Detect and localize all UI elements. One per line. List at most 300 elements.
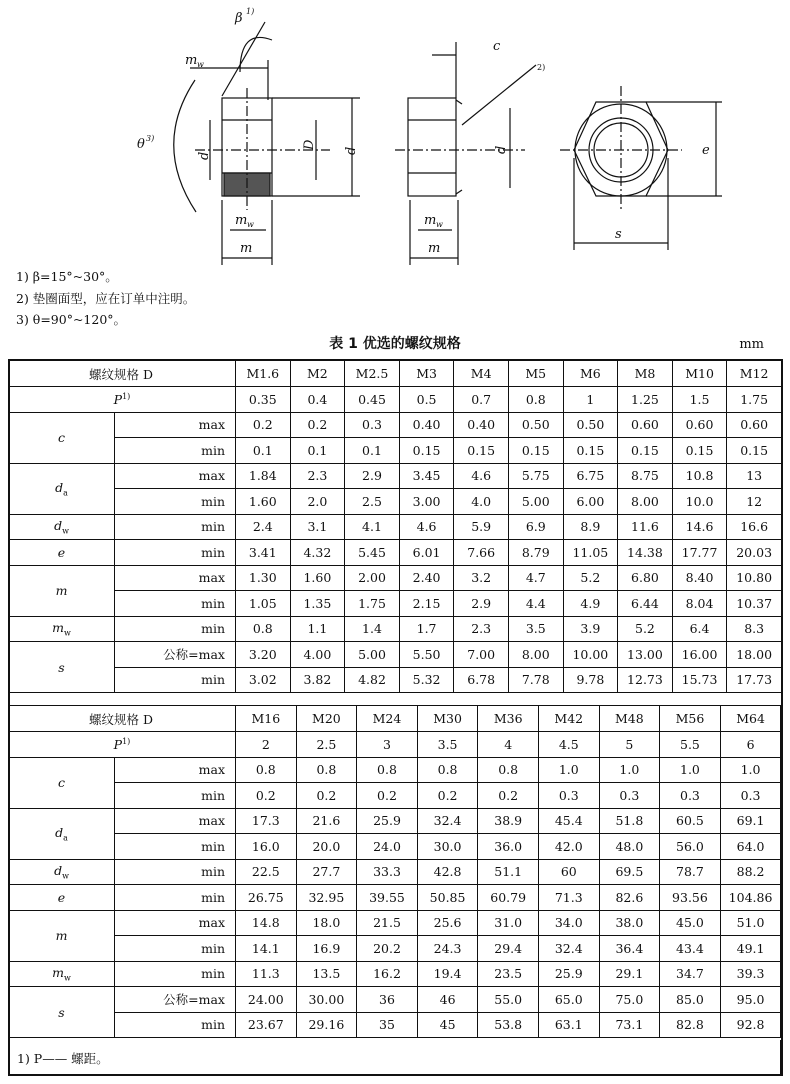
- dw-cell: 22.5: [236, 859, 297, 885]
- pitch-symbol: P: [113, 736, 123, 752]
- s-min-cell: 7.78: [508, 667, 563, 693]
- m-min-cell: 8.04: [672, 591, 727, 617]
- da-min-cell: 36.0: [478, 834, 539, 860]
- dw-row: [9, 859, 781, 885]
- e-symbol: e: [57, 544, 66, 560]
- pitch-footnote: 1) P—— 螺距。: [17, 1051, 109, 1066]
- da-max-cell: 13: [727, 463, 782, 489]
- washer-footnote-ref: 2): [537, 63, 546, 72]
- dw-cell: 4.6: [399, 514, 454, 540]
- mw-cell: 25.9: [538, 961, 599, 987]
- s-max-cell: 24.00: [236, 987, 297, 1013]
- m-min-cell: 10.37: [727, 591, 782, 617]
- size-header-row: [9, 706, 781, 732]
- da-max-cell: 8.75: [618, 463, 673, 489]
- da-max-cell: 2.9: [345, 463, 400, 489]
- da-max-row: [9, 808, 781, 834]
- m-min-cell: 32.4: [538, 936, 599, 962]
- da-max-cell: 6.75: [563, 463, 618, 489]
- e-label: e: [702, 143, 710, 158]
- mw-subscript: w: [64, 973, 71, 983]
- da-label: [9, 463, 115, 514]
- m-max-cell: 2.40: [399, 565, 454, 591]
- da-max-cell: 10.8: [672, 463, 727, 489]
- c-min-cell: 0.1: [290, 438, 345, 464]
- da-min-cell: 42.0: [538, 834, 599, 860]
- m-min-cell: 1.05: [236, 591, 291, 617]
- pitch-label: [9, 387, 236, 413]
- da-max-cell: 17.3: [236, 808, 297, 834]
- mw-cell: 1.4: [345, 616, 400, 642]
- pitch-cell: 0.7: [454, 387, 509, 413]
- dw-cell: 5.9: [454, 514, 509, 540]
- m-max-cell: 1.30: [236, 565, 291, 591]
- da-max-cell: 25.9: [357, 808, 418, 834]
- e-cell: 104.86: [720, 885, 781, 911]
- da-max-cell: 4.6: [454, 463, 509, 489]
- mw-qualifier: min: [115, 616, 236, 642]
- s-max-cell: 18.00: [727, 642, 782, 668]
- c-max-cell: 1.0: [660, 757, 721, 783]
- pitch-cell: 5: [599, 732, 660, 758]
- pitch-cell: 1.25: [618, 387, 673, 413]
- size-header-text: 螺纹规格 D: [89, 711, 153, 727]
- m-max-cell: 4.7: [508, 565, 563, 591]
- pitch-cell: 0.45: [345, 387, 400, 413]
- dw-cell: 27.7: [296, 859, 357, 885]
- size-cell: M3: [399, 360, 454, 387]
- thread-spec-table-2: [8, 705, 781, 1038]
- D-label: D: [302, 139, 317, 150]
- s-symbol: s: [58, 1004, 65, 1020]
- m-max-cell: 10.80: [727, 565, 782, 591]
- da-label: [9, 808, 115, 859]
- pitch-cell: 0.4: [290, 387, 345, 413]
- c-max-cell: 0.2: [290, 412, 345, 438]
- c-label: [9, 757, 115, 808]
- s-max-qualifier: 公称=max: [115, 642, 236, 668]
- e-row: [9, 885, 781, 911]
- dw-view2-label: d: [494, 145, 509, 154]
- dw-subscript: w: [62, 526, 69, 536]
- c-label: c: [493, 39, 501, 54]
- pitch-cell: 1.5: [672, 387, 727, 413]
- m-min-cell: 2.15: [399, 591, 454, 617]
- s-max-row: [9, 987, 781, 1013]
- e-qualifier: min: [115, 540, 236, 566]
- m-max-cell: 3.2: [454, 565, 509, 591]
- m-max-cell: 5.2: [563, 565, 618, 591]
- mw-cell: 29.1: [599, 961, 660, 987]
- dw-cell: 2.4: [236, 514, 291, 540]
- dw-cell: 14.6: [672, 514, 727, 540]
- s-label: [9, 987, 115, 1038]
- dw-symbol: d: [54, 518, 63, 533]
- s-max-cell: 7.00: [454, 642, 509, 668]
- mw-cell: 8.3: [727, 616, 782, 642]
- da-min-cell: 2.0: [290, 489, 345, 515]
- c-max-qualifier: max: [115, 412, 236, 438]
- s-max-cell: 8.00: [508, 642, 563, 668]
- s-min-cell: 82.8: [660, 1012, 721, 1038]
- size-header-row: [9, 360, 782, 387]
- da-min-cell: 4.0: [454, 489, 509, 515]
- size-header-label: [9, 360, 236, 387]
- c-symbol: c: [57, 775, 65, 790]
- dw-label: [9, 859, 115, 885]
- beta-label: β: [235, 11, 243, 26]
- size-cell: M5: [508, 360, 563, 387]
- mw-cell: 39.3: [720, 961, 781, 987]
- da-min-cell: 30.0: [417, 834, 478, 860]
- size-cell: M8: [618, 360, 673, 387]
- pitch-cell: 3: [357, 732, 418, 758]
- da-min-cell: 6.00: [563, 489, 618, 515]
- m-max-cell: 38.0: [599, 910, 660, 936]
- da-min-cell: 5.00: [508, 489, 563, 515]
- c-max-cell: 0.2: [236, 412, 291, 438]
- s-min-cell: 17.73: [727, 667, 782, 693]
- c-label: [9, 412, 115, 463]
- c-min-cell: 0.1: [345, 438, 400, 464]
- dw-cell: 33.3: [357, 859, 418, 885]
- mw-cell: 34.7: [660, 961, 721, 987]
- mw-view2-sub: w: [436, 220, 443, 229]
- da-min-qualifier: min: [115, 489, 236, 515]
- size-cell: M20: [296, 706, 357, 732]
- s-min-cell: 15.73: [672, 667, 727, 693]
- s-max-cell: 3.20: [236, 642, 291, 668]
- s-max-cell: 5.50: [399, 642, 454, 668]
- s-min-cell: 4.82: [345, 667, 400, 693]
- s-min-cell: 6.78: [454, 667, 509, 693]
- c-min-cell: 0.2: [478, 783, 539, 809]
- pitch-cell: 2.5: [296, 732, 357, 758]
- s-min-qualifier: min: [115, 1012, 236, 1038]
- pitch-cell: 0.8: [508, 387, 563, 413]
- nut-side-section-view: [174, 22, 360, 265]
- pitch-footnote-ref: 1): [122, 391, 131, 401]
- mw-cell: 13.5: [296, 961, 357, 987]
- s-min-qualifier: min: [115, 667, 236, 693]
- s-max-cell: 46: [417, 987, 478, 1013]
- da-max-cell: 3.45: [399, 463, 454, 489]
- mw-view2-label: m: [424, 213, 437, 228]
- e-cell: 11.05: [563, 540, 618, 566]
- s-max-cell: 36: [357, 987, 418, 1013]
- s-min-cell: 63.1: [538, 1012, 599, 1038]
- size-cell: M36: [478, 706, 539, 732]
- size-cell: M48: [599, 706, 660, 732]
- note-theta: 3) θ=90°~120°。: [16, 312, 127, 327]
- size-header-text: 螺纹规格 D: [89, 366, 153, 382]
- size-cell: M1.6: [236, 360, 291, 387]
- pitch-symbol: P: [113, 391, 123, 407]
- figure-notes: [16, 266, 195, 331]
- c-min-cell: 0.15: [618, 438, 673, 464]
- m-min-qualifier: min: [115, 591, 236, 617]
- e-cell: 14.38: [618, 540, 673, 566]
- m-min-qualifier: min: [115, 936, 236, 962]
- dw-qualifier: min: [115, 514, 236, 540]
- s-min-cell: 12.73: [618, 667, 673, 693]
- s-max-cell: 95.0: [720, 987, 781, 1013]
- c-min-row: [9, 438, 782, 464]
- s-min-cell: 3.82: [290, 667, 345, 693]
- pitch-cell: 4.5: [538, 732, 599, 758]
- mw-symbol: m: [52, 965, 64, 980]
- s-max-cell: 13.00: [618, 642, 673, 668]
- s-min-cell: 3.02: [236, 667, 291, 693]
- c-max-cell: 0.8: [478, 757, 539, 783]
- e-cell: 60.79: [478, 885, 539, 911]
- size-cell: M56: [660, 706, 721, 732]
- m-max-qualifier: max: [115, 565, 236, 591]
- da-subscript: a: [63, 833, 68, 843]
- s-symbol: s: [58, 659, 65, 675]
- dw-cell: 60: [538, 859, 599, 885]
- da-symbol: d: [55, 479, 64, 495]
- da-min-cell: 12: [727, 489, 782, 515]
- s-max-qualifier: 公称=max: [115, 987, 236, 1013]
- size-header-label: [9, 706, 236, 732]
- pitch-cell: 0.35: [236, 387, 291, 413]
- pitch-cell: 0.5: [399, 387, 454, 413]
- e-label: [9, 885, 115, 911]
- c-min-cell: 0.15: [454, 438, 509, 464]
- m-symbol: m: [55, 583, 68, 598]
- dw-qualifier: min: [115, 859, 236, 885]
- da-min-cell: 10.0: [672, 489, 727, 515]
- size-cell: M10: [672, 360, 727, 387]
- e-qualifier: min: [115, 885, 236, 911]
- pitch-cell: 4: [478, 732, 539, 758]
- mw-symbol: m: [52, 620, 64, 635]
- m-min-cell: 49.1: [720, 936, 781, 962]
- c-max-cell: 0.8: [417, 757, 478, 783]
- dw-cell: 3.1: [290, 514, 345, 540]
- pitch-cell: 1.75: [727, 387, 782, 413]
- da-min-cell: 16.0: [236, 834, 297, 860]
- s-max-row: [9, 642, 782, 668]
- m-min-cell: 4.4: [508, 591, 563, 617]
- e-cell: 3.41: [236, 540, 291, 566]
- pitch-cell: 5.5: [660, 732, 721, 758]
- dw-cell: 6.9: [508, 514, 563, 540]
- m-max-cell: 6.80: [618, 565, 673, 591]
- c-min-cell: 0.3: [720, 783, 781, 809]
- c-min-cell: 0.15: [508, 438, 563, 464]
- mw-cell: 19.4: [417, 961, 478, 987]
- dw-row: [9, 514, 782, 540]
- pitch-cell: 2: [236, 732, 297, 758]
- s-min-cell: 45: [417, 1012, 478, 1038]
- mw-cell: 2.3: [454, 616, 509, 642]
- m-min-cell: 24.3: [417, 936, 478, 962]
- m-label: [9, 565, 115, 616]
- c-max-cell: 0.40: [399, 412, 454, 438]
- mw-subscript: w: [64, 628, 71, 638]
- mw-row: [9, 616, 782, 642]
- mw-row: [9, 961, 781, 987]
- dw-label: d: [344, 146, 359, 155]
- c-min-qualifier: min: [115, 438, 236, 464]
- mw-label: [9, 616, 115, 642]
- size-cell: M2.5: [345, 360, 400, 387]
- da-max-qualifier: max: [115, 463, 236, 489]
- pitch-footnote-ref: 1): [122, 736, 131, 746]
- pitch-cell: 3.5: [417, 732, 478, 758]
- m-min-row: [9, 591, 782, 617]
- size-cell: M12: [727, 360, 782, 387]
- m-max-cell: 14.8: [236, 910, 297, 936]
- dw-cell: 16.6: [727, 514, 782, 540]
- dw-cell: 69.5: [599, 859, 660, 885]
- da-max-row: [9, 463, 782, 489]
- m-min-cell: 2.9: [454, 591, 509, 617]
- s-max-cell: 16.00: [672, 642, 727, 668]
- da-min-row: [9, 489, 782, 515]
- c-min-cell: 0.2: [296, 783, 357, 809]
- size-cell: M2: [290, 360, 345, 387]
- mw-cell: 16.2: [357, 961, 418, 987]
- mw-cell: 3.5: [508, 616, 563, 642]
- da-max-cell: 1.84: [236, 463, 291, 489]
- mw-top-sub: w: [197, 60, 204, 69]
- m-min-cell: 16.9: [296, 936, 357, 962]
- size-cell: M4: [454, 360, 509, 387]
- mw-cell: 1.1: [290, 616, 345, 642]
- nut-drawing: [0, 0, 790, 270]
- m-min-cell: 36.4: [599, 936, 660, 962]
- note-beta: 1) β=15°~30°。: [16, 269, 118, 284]
- e-cell: 82.6: [599, 885, 660, 911]
- c-max-cell: 0.8: [357, 757, 418, 783]
- c-max-qualifier: max: [115, 757, 236, 783]
- e-cell: 17.77: [672, 540, 727, 566]
- s-max-cell: 75.0: [599, 987, 660, 1013]
- pitch-row: [9, 732, 781, 758]
- pitch-cell: 6: [720, 732, 781, 758]
- mw-label: [9, 961, 115, 987]
- c-max-cell: 0.60: [672, 412, 727, 438]
- e-cell: 93.56: [660, 885, 721, 911]
- c-max-cell: 0.40: [454, 412, 509, 438]
- da-min-cell: 8.00: [618, 489, 673, 515]
- table-footnote: [8, 1040, 781, 1075]
- s-min-row: [9, 667, 782, 693]
- da-max-cell: 45.4: [538, 808, 599, 834]
- e-cell: 26.75: [236, 885, 297, 911]
- s-min-cell: 53.8: [478, 1012, 539, 1038]
- da-max-cell: 32.4: [417, 808, 478, 834]
- pitch-row: [9, 387, 782, 413]
- size-cell: M16: [236, 706, 297, 732]
- beta-footnote-ref: 1): [246, 7, 255, 16]
- c-max-cell: 0.8: [236, 757, 297, 783]
- c-max-row: [9, 757, 781, 783]
- e-cell: 71.3: [538, 885, 599, 911]
- mw-top-label: m: [185, 53, 198, 68]
- dw-symbol: d: [54, 863, 63, 878]
- c-symbol: c: [57, 430, 65, 445]
- da-min-cell: 20.0: [296, 834, 357, 860]
- nut-top-view: [560, 86, 722, 250]
- m-max-row: [9, 910, 781, 936]
- c-min-cell: 0.15: [563, 438, 618, 464]
- e-symbol: e: [57, 889, 66, 905]
- c-max-cell: 0.60: [727, 412, 782, 438]
- e-cell: 39.55: [357, 885, 418, 911]
- mw-cell: 3.9: [563, 616, 618, 642]
- s-max-cell: 4.00: [290, 642, 345, 668]
- c-min-cell: 0.2: [417, 783, 478, 809]
- nut-side-view: [395, 42, 536, 265]
- size-cell: M64: [720, 706, 781, 732]
- da-min-cell: 56.0: [660, 834, 721, 860]
- mw-cell: 11.3: [236, 961, 297, 987]
- size-cell: M42: [538, 706, 599, 732]
- s-min-cell: 23.67: [236, 1012, 297, 1038]
- m-max-cell: 45.0: [660, 910, 721, 936]
- da-label: d: [197, 151, 212, 160]
- c-max-cell: 1.0: [599, 757, 660, 783]
- size-cell: M30: [417, 706, 478, 732]
- dw-cell: 4.1: [345, 514, 400, 540]
- mw-qualifier: min: [115, 961, 236, 987]
- s-min-row: [9, 1012, 781, 1038]
- da-max-cell: 60.5: [660, 808, 721, 834]
- dw-cell: 88.2: [720, 859, 781, 885]
- dw-label: [9, 514, 115, 540]
- c-min-cell: 0.1: [236, 438, 291, 464]
- e-cell: 7.66: [454, 540, 509, 566]
- mw-cell: 0.8: [236, 616, 291, 642]
- c-min-cell: 0.15: [399, 438, 454, 464]
- c-min-row: [9, 783, 781, 809]
- m-max-qualifier: max: [115, 910, 236, 936]
- c-max-cell: 1.0: [538, 757, 599, 783]
- m-symbol: m: [55, 928, 68, 943]
- c-min-qualifier: min: [115, 783, 236, 809]
- pitch-label: [9, 732, 236, 758]
- dw-cell: 11.6: [618, 514, 673, 540]
- s-max-cell: 10.00: [563, 642, 618, 668]
- thread-spec-table-1: [8, 359, 782, 693]
- s-label: s: [615, 227, 622, 242]
- s-max-cell: 55.0: [478, 987, 539, 1013]
- s-label: [9, 642, 115, 693]
- c-min-cell: 0.3: [660, 783, 721, 809]
- da-symbol: d: [55, 824, 64, 840]
- e-cell: 20.03: [727, 540, 782, 566]
- s-min-cell: 9.78: [563, 667, 618, 693]
- s-min-cell: 5.32: [399, 667, 454, 693]
- m-label: m: [240, 241, 253, 256]
- dw-cell: 78.7: [660, 859, 721, 885]
- da-subscript: a: [63, 488, 68, 498]
- m-max-cell: 18.0: [296, 910, 357, 936]
- da-min-cell: 1.60: [236, 489, 291, 515]
- s-min-cell: 35: [357, 1012, 418, 1038]
- m-max-row: [9, 565, 782, 591]
- da-max-cell: 21.6: [296, 808, 357, 834]
- c-min-cell: 0.2: [236, 783, 297, 809]
- c-min-cell: 0.3: [599, 783, 660, 809]
- da-min-row: [9, 834, 781, 860]
- m-max-cell: 51.0: [720, 910, 781, 936]
- da-max-qualifier: max: [115, 808, 236, 834]
